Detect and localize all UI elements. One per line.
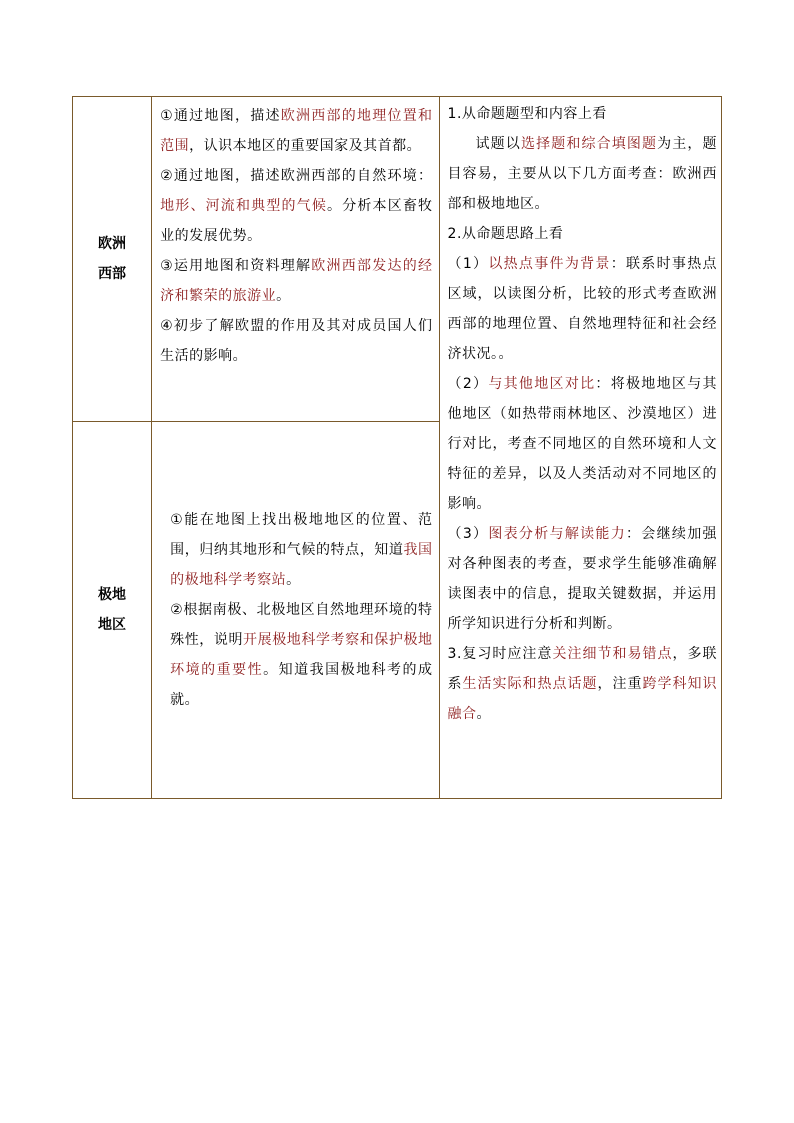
exam-analysis-cell (439, 97, 721, 799)
highlight-text: 生活实际和热点话题 (462, 676, 598, 692)
standard-item (170, 595, 432, 715)
highlight-text: 地形、河流和典型的气候 (160, 198, 328, 214)
standards-list (170, 505, 432, 715)
highlight-text: 我国的极地科学考察站 (170, 542, 433, 588)
highlight-text: 跨学科知识融合 (447, 676, 718, 722)
body-text: 试题以 (475, 136, 521, 152)
standard-item (160, 311, 432, 371)
body-text: ①能在地图上找出极地地区的位置、范围，归纳其地形和气候的特点，知道 (170, 512, 433, 558)
body-text: 。 (286, 572, 301, 588)
body-text: ②根据南极、北极地区自然地理环境的特殊性，说明 (170, 602, 433, 648)
body-text: 3.复习时应注意 (447, 646, 553, 662)
standards-cell (152, 97, 439, 422)
exam-point (448, 369, 717, 519)
highlight-text: 图表分析与解读能力 (488, 526, 627, 542)
standard-item (170, 505, 432, 595)
highlight-text: 开展极地科学考察和保护极地环境的重要性 (170, 632, 433, 678)
body-text: 。 (476, 706, 492, 722)
body-text: ：将极地地区与其他地区（如热带雨林地区、沙漠地区）进行对比，考查不同地区的自然环境和人文特征的差异，以及人类活动对不同地区的影响。 (447, 376, 717, 512)
body-text: ③运用地图和资料理解 (160, 258, 312, 274)
region-cell (73, 97, 152, 422)
highlight-text: 以热点事件为背景 (488, 256, 611, 272)
body-text: 。 (276, 288, 291, 304)
exam-point (448, 219, 717, 249)
body-text: 。分析本区畜牧业的发展优势。 (160, 198, 433, 244)
highlight-text: 与其他地区对比 (488, 376, 596, 392)
standard-item (160, 251, 432, 311)
exam-point (448, 639, 717, 729)
body-text: ，多联系 (447, 646, 718, 692)
highlight-text: 欧洲西部的地理位置和范围 (160, 108, 433, 154)
highlight-text: 欧洲西部发达的经济和繁荣的旅游业 (160, 258, 433, 304)
body-text: ：会继续加强对各种图表的考查，要求学生能够准确解读图表中的信息，提取关键数据，并运用所学知识进行分析和判断。 (447, 526, 717, 632)
body-text: （1） (447, 256, 489, 272)
highlight-text: 选择题和综合填图题 (520, 136, 658, 152)
body-text: ①通过地图，描述 (160, 108, 281, 124)
standard-item (160, 161, 432, 251)
exam-point (448, 249, 717, 369)
body-text: ②通过地图，描述欧洲西部的自然环境： (160, 168, 433, 184)
standard-item (160, 101, 432, 161)
body-text: （3） (447, 526, 489, 542)
body-text: 1.从命题题型和内容上看 (447, 106, 607, 122)
body-text: （2） (447, 376, 489, 392)
body-text: ④初步了解欧盟的作用及其对成员国人们生活的影响。 (160, 318, 433, 364)
review-table (72, 96, 722, 799)
highlight-text: 关注细节和易错点 (552, 646, 673, 662)
body-text: ，认识本地区的重要国家及其首都。 (189, 138, 422, 154)
standards-cell (152, 422, 439, 799)
region-label: 极地 (98, 587, 127, 603)
standards-list (160, 101, 432, 371)
region-cell (73, 422, 152, 799)
region-label: 欧洲 (98, 236, 127, 252)
body-text: 。知道我国极地科考的成就。 (170, 662, 433, 708)
body-text: ：联系时事热点区域，以读图分析，比较的形式考查欧洲西部的地理位置、自然地理特征和社会经济状况。。 (447, 256, 717, 362)
body-text: 为主，题目容易，主要从以下几方面考查：欧洲西部和极地地区。 (447, 136, 717, 212)
body-text: ，注重 (597, 676, 643, 692)
exam-point (448, 129, 717, 219)
exam-analysis-list (448, 99, 717, 729)
exam-point (448, 519, 717, 639)
body-text: 2.从命题思路上看 (447, 226, 564, 242)
exam-point (448, 99, 717, 129)
table-row (73, 97, 722, 422)
region-label: 地区 (98, 617, 127, 633)
region-label: 西部 (98, 266, 127, 282)
